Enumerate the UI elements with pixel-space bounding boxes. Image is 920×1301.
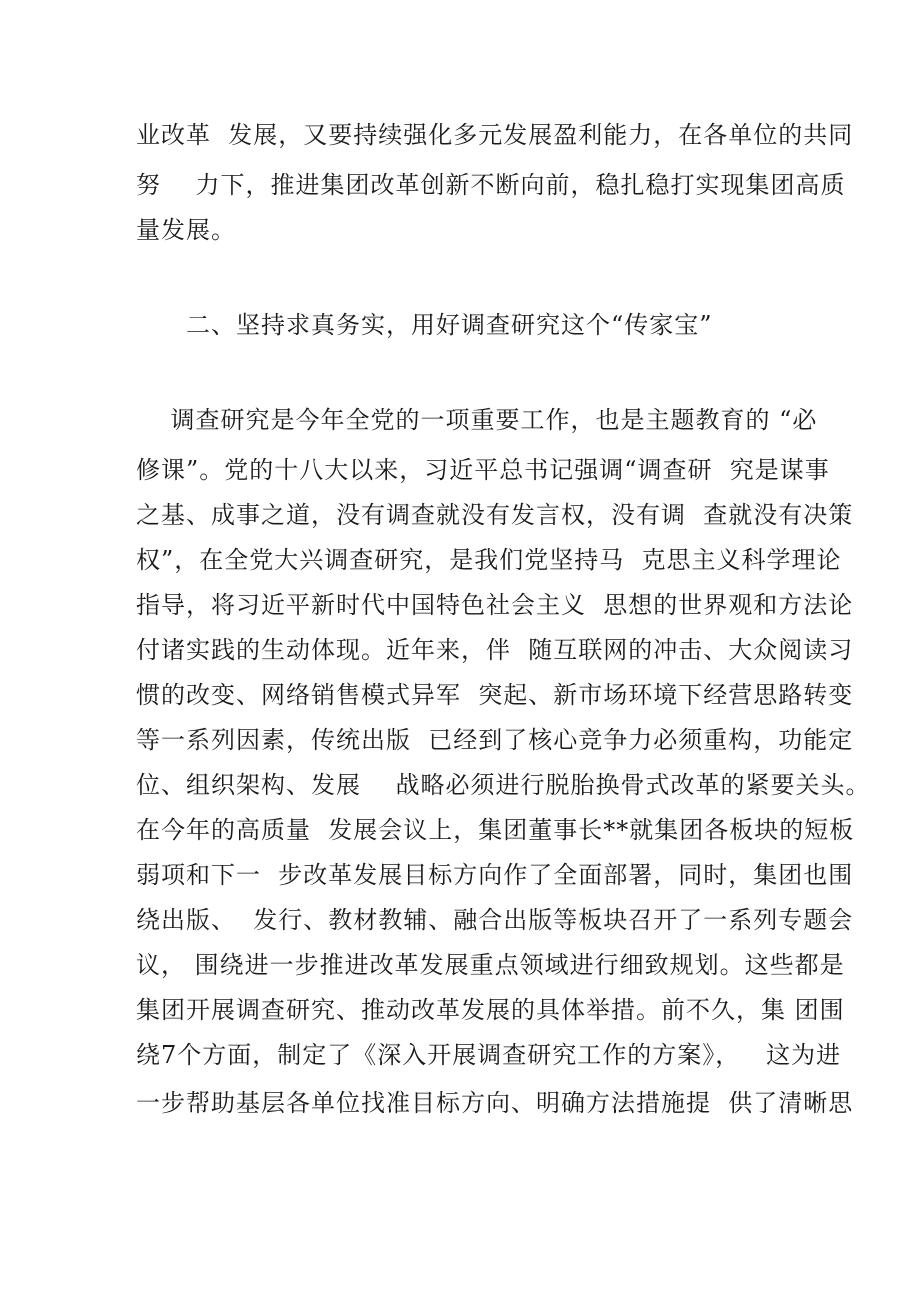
paragraph-2-line-1: 调查研究是今年全党的一项重要工作，也是主题教育的 “必	[136, 406, 818, 434]
paragraph-2-line-15: 绕7个方面，制定了《深入开展调查研究工作的方案》， 这为进	[136, 1041, 842, 1069]
section-heading: 二、坚持求真务实，用好调查研究这个“传家宝”	[186, 311, 713, 339]
paragraph-2-line-4: 权”，在全党大兴调查研究，是我们党坚持马 克思主义科学理论	[136, 546, 842, 574]
paragraph-2-line-13: 议， 围绕进一步推进改革发展重点领域进行细致规划。这些都是	[136, 951, 845, 979]
paragraph-1-line-1: 业改革 发展，又要持续强化多元发展盈利能力，在各单位的共同	[136, 121, 854, 149]
paragraph-2-line-11: 弱项和下一 步改革发展目标方向作了全面部署，同时，集团也围	[136, 861, 854, 889]
paragraph-2-line-7: 惯的改变、网络销售模式异军 突起、新市场环境下经营思路转变	[136, 681, 854, 709]
paragraph-2-line-16: 一步帮助基层各单位找准目标方向、明确方法措施提 供了清晰思	[136, 1089, 854, 1117]
paragraph-2-line-5: 指导，将习近平新时代中国特色社会主义 思想的世界观和方法论	[136, 591, 854, 619]
paragraph-2-line-8: 等一系列因素，传统出版 已经到了核心竞争力必须重构，功能定	[136, 726, 854, 754]
paragraph-2-line-12: 绕出版、 发行、教材教辅、融合出版等板块召开了一系列专题会	[136, 906, 854, 934]
paragraph-2-line-10: 在今年的高质量 发展会议上，集团董事长**就集团各板块的短板	[136, 816, 855, 844]
paragraph-2-line-2: 修课”。党的十八大以来，习近平总书记强调“调查研 究是谋事	[136, 456, 830, 484]
paragraph-1-line-2: 努 力下，推进集团改革创新不断向前，稳扎稳打实现集团高质	[136, 171, 846, 199]
paragraph-2-line-9: 位、组织架构、发展 战略必须进行脱胎换骨式改革的紧要关头。	[136, 771, 871, 799]
paragraph-2-line-14: 集团开展调查研究、推动改革发展的具体举措。前不久，集 团围	[136, 996, 845, 1024]
paragraph-2-line-6: 付诸实践的生动体现。近年来，伴 随互联网的冲击、大众阅读习	[136, 636, 854, 664]
paragraph-1-line-3: 量发展。	[136, 216, 236, 244]
paragraph-2-line-3: 之基、成事之道，没有调查就没有发言权，没有调 查就没有决策	[136, 501, 854, 529]
